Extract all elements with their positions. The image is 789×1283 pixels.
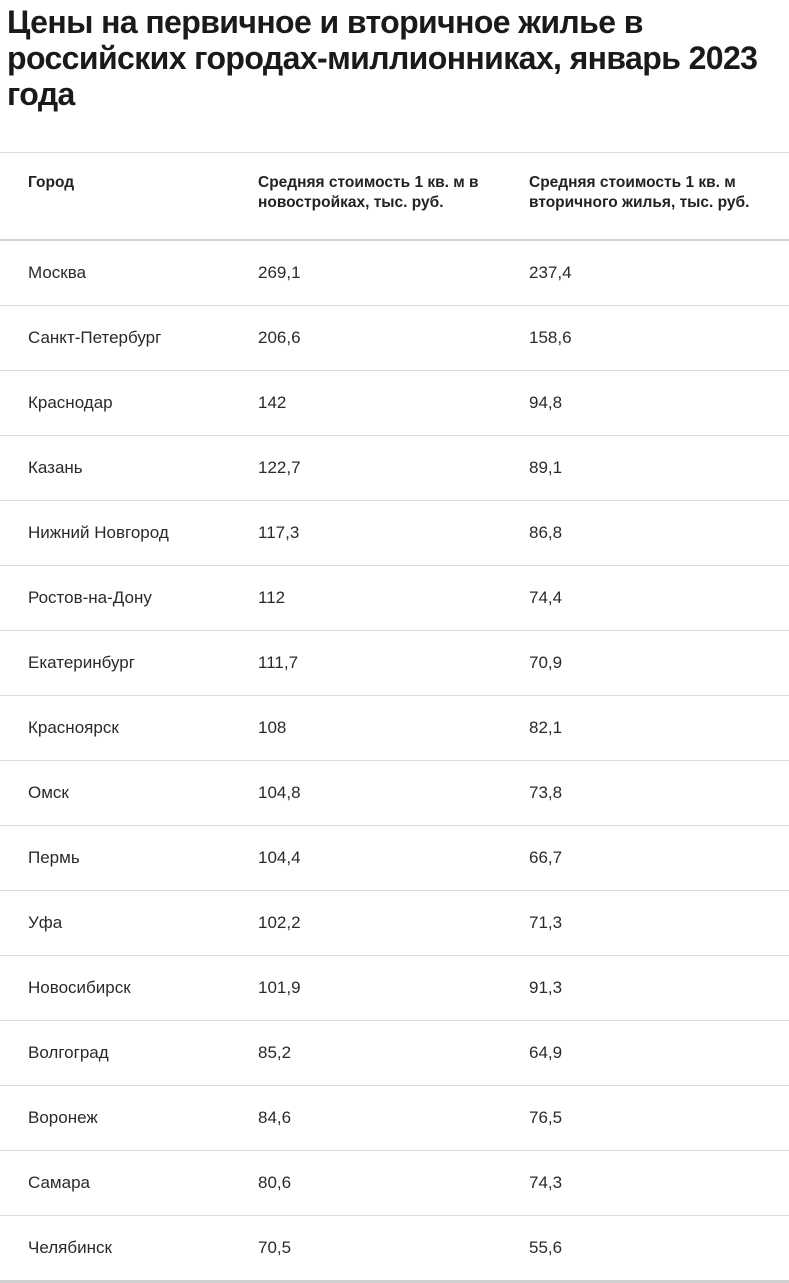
table-row xyxy=(0,761,789,826)
city-cell: Нижний Новгород xyxy=(28,523,169,542)
table-header-row xyxy=(0,153,789,241)
city-cell: Уфа xyxy=(28,913,63,932)
city-cell: Ростов-на-Дону xyxy=(28,588,152,607)
secondary-price-cell: 66,7 xyxy=(529,848,563,867)
new-building-price-cell: 142 xyxy=(258,393,287,412)
new-building-price-cell: 70,5 xyxy=(258,1238,292,1257)
secondary-price-cell: 76,5 xyxy=(529,1108,563,1127)
new-building-price-cell: 84,6 xyxy=(258,1108,292,1127)
table-row xyxy=(0,1151,789,1216)
new-building-price-cell: 111,7 xyxy=(258,653,299,672)
secondary-price-cell: 74,3 xyxy=(529,1173,563,1192)
new-building-price-cell: 112 xyxy=(258,588,286,607)
column-header-secondary-housing: Средняя стоимость 1 кв. м вторичного жилья, тыс. руб. xyxy=(529,174,750,211)
secondary-price-cell: 55,6 xyxy=(529,1238,563,1257)
city-cell: Красноярск xyxy=(28,718,119,737)
table-row xyxy=(0,306,789,371)
table-row xyxy=(0,696,789,761)
table-row xyxy=(0,956,789,1021)
city-cell: Омск xyxy=(28,783,69,802)
secondary-price-cell: 158,6 xyxy=(529,328,572,347)
table-row xyxy=(0,1216,789,1283)
new-building-price-cell: 101,9 xyxy=(258,978,301,997)
city-cell: Краснодар xyxy=(28,393,113,412)
new-building-price-cell: 108 xyxy=(258,718,287,737)
column-header-new-buildings: Средняя стоимость 1 кв. м в новостройках, тыс. руб. xyxy=(258,174,479,211)
city-cell: Пермь xyxy=(28,848,80,867)
city-cell: Казань xyxy=(28,458,83,477)
city-cell: Воронеж xyxy=(28,1108,98,1127)
table-row xyxy=(0,371,789,436)
table-row xyxy=(0,891,789,956)
table-row xyxy=(0,501,789,566)
secondary-price-cell: 82,1 xyxy=(529,718,563,737)
secondary-price-cell: 89,1 xyxy=(529,458,563,477)
price-table xyxy=(0,152,789,1283)
city-cell: Новосибирск xyxy=(28,978,131,997)
table-row xyxy=(0,826,789,891)
new-building-price-cell: 122,7 xyxy=(258,458,301,477)
city-cell: Самара xyxy=(28,1173,90,1192)
secondary-price-cell: 94,8 xyxy=(529,393,563,412)
new-building-price-cell: 104,4 xyxy=(258,848,301,867)
table-row xyxy=(0,1021,789,1086)
secondary-price-cell: 74,4 xyxy=(529,588,563,607)
table-row xyxy=(0,241,789,306)
new-building-price-cell: 80,6 xyxy=(258,1173,292,1192)
column-header-city: Город xyxy=(28,174,75,191)
table-row xyxy=(0,1086,789,1151)
secondary-price-cell: 64,9 xyxy=(529,1043,563,1062)
city-cell: Москва xyxy=(28,263,87,282)
secondary-price-cell: 237,4 xyxy=(529,263,572,282)
chart-title: Цены на первичное и вторичное жилье в российских городах-миллионниках, январь 2023 года xyxy=(7,4,758,112)
city-cell: Санкт-Петербург xyxy=(28,328,162,347)
new-building-price-cell: 104,8 xyxy=(258,783,301,802)
secondary-price-cell: 71,3 xyxy=(529,913,563,932)
secondary-price-cell: 86,8 xyxy=(529,523,563,542)
new-building-price-cell: 117,3 xyxy=(258,523,300,542)
secondary-price-cell: 91,3 xyxy=(529,978,563,997)
table-row xyxy=(0,631,789,696)
new-building-price-cell: 85,2 xyxy=(258,1043,292,1062)
city-cell: Екатеринбург xyxy=(28,653,135,672)
new-building-price-cell: 206,6 xyxy=(258,328,301,347)
new-building-price-cell: 269,1 xyxy=(258,263,301,282)
table-row xyxy=(0,566,789,631)
new-building-price-cell: 102,2 xyxy=(258,913,301,932)
table-row xyxy=(0,436,789,501)
city-cell: Волгоград xyxy=(28,1043,109,1062)
secondary-price-cell: 73,8 xyxy=(529,783,563,802)
secondary-price-cell: 70,9 xyxy=(529,653,563,672)
table-body xyxy=(0,241,789,1283)
city-cell: Челябинск xyxy=(28,1238,112,1257)
